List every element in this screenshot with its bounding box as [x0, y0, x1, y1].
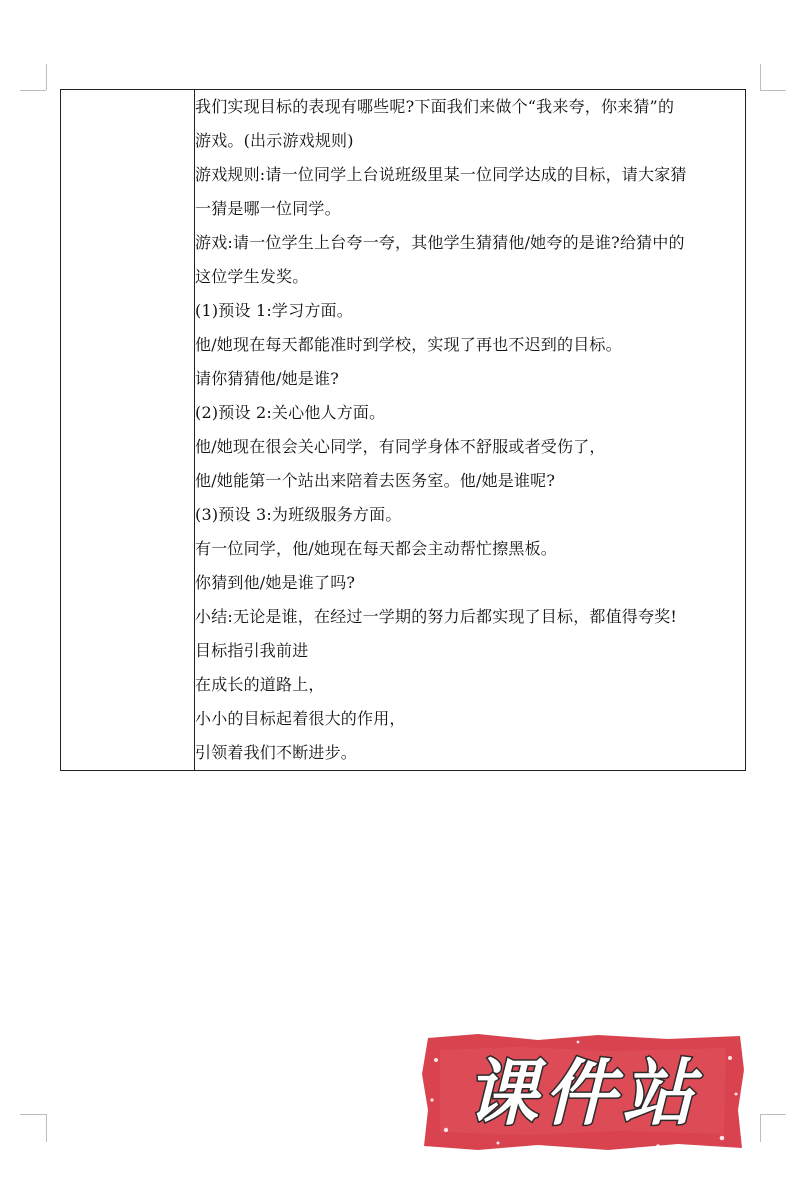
text-line: (3)预设 3:为班级服务方面。 — [195, 505, 402, 524]
lesson-table — [60, 89, 746, 771]
text-line: 小结:无论是谁，在经过一学期的努力后都实现了目标，都值得夸奖! — [195, 607, 678, 626]
text-line: 这位学生发奖。 — [195, 267, 309, 286]
crop-mark-top-left — [46, 64, 47, 90]
table-row — [61, 90, 746, 771]
table-content-cell — [195, 90, 746, 771]
text-line: 他/她现在每天都能准时到学校，实现了再也不迟到的目标。 — [195, 335, 622, 354]
text-line: 一猜是哪一位同学。 — [195, 199, 341, 218]
text-line: 在成长的道路上， — [195, 675, 325, 694]
crop-mark-bottom-left — [46, 1114, 47, 1142]
text-line: 游戏:请一位学生上台夸一夸，其他学生猜猜他/她夸的是谁?给猜中的 — [195, 233, 685, 252]
crop-mark-bottom-left-h — [20, 1114, 46, 1115]
text-line: 游戏。(出示游戏规则) — [195, 131, 354, 150]
text-line: 目标指引我前进 — [195, 641, 309, 660]
text-line: 引领着我们不断进步。 — [195, 743, 358, 762]
text-line: 请你猜猜他/她是谁? — [195, 369, 339, 388]
crop-mark-bottom-right — [760, 1114, 761, 1142]
text-line: (1)预设 1:学习方面。 — [195, 301, 353, 320]
text-line: (2)预设 2:关心他人方面。 — [195, 403, 386, 422]
text-line: 有一位同学，他/她现在每天都会主动帮忙擦黑板。 — [195, 539, 557, 558]
crop-mark-top-right — [760, 64, 761, 90]
watermark-stamp-logo — [418, 1030, 748, 1154]
text-line: 小小的目标起着很大的作用， — [195, 709, 406, 728]
text-line: 他/她现在很会关心同学，有同学身体不舒服或者受伤了， — [195, 437, 606, 456]
table-left-cell — [61, 90, 195, 771]
text-line: 他/她能第一个站出来陪着去医务室。他/她是谁呢? — [195, 471, 556, 490]
crop-mark-top-right-h — [760, 90, 786, 91]
text-line: 你猜到他/她是谁了吗? — [195, 573, 356, 592]
svg-text:课件站: 课件站 — [465, 1051, 701, 1135]
crop-mark-top-left-h — [20, 90, 46, 91]
text-line: 我们实现目标的表现有哪些呢?下面我们来做个“我来夸，你来猜”的 — [195, 97, 675, 116]
crop-mark-bottom-right-h — [760, 1114, 786, 1115]
text-line: 游戏规则:请一位同学上台说班级里某一位同学达成的目标，请大家猜 — [195, 165, 687, 184]
